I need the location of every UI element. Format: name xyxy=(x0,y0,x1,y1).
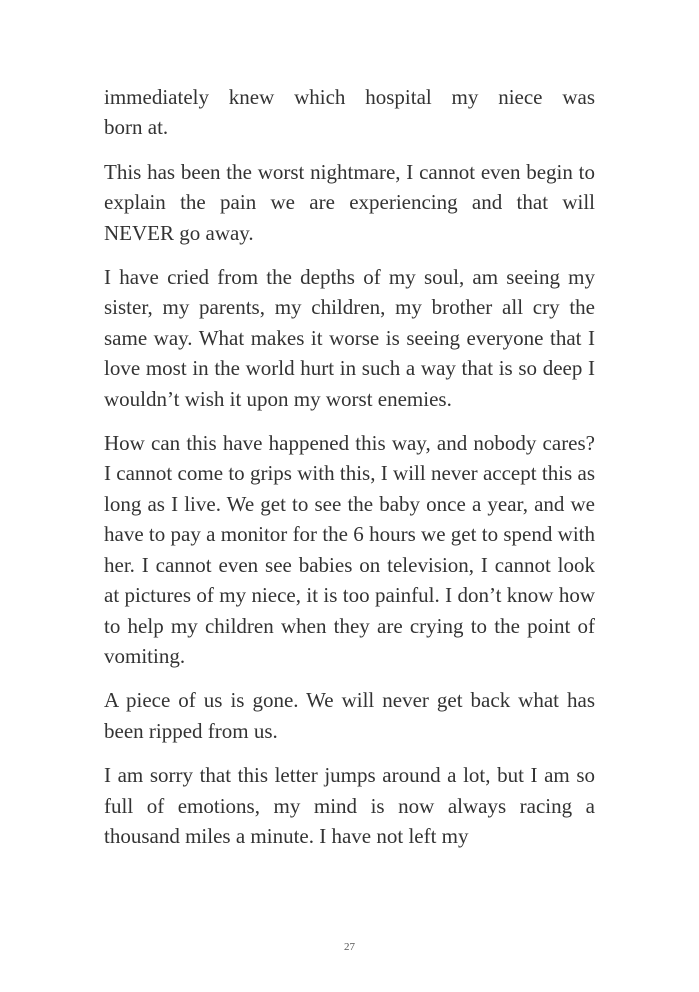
paragraph-piece-gone: A piece of us is gone. We will never get back what has been ripped from us. xyxy=(104,688,595,743)
paragraph-nightmare: This has been the worst nightmare, I cannot even begin to explain the pain we are experiencing and that will NEVER go away. xyxy=(104,159,595,245)
letter-body xyxy=(104,82,595,865)
paragraph-continued-end: born at. xyxy=(104,115,169,140)
page-number: 27 xyxy=(344,941,355,953)
paragraph-nobody-cares: How can this have happened this way, and nobody cares? I cannot come to grips with this, I will never accept this as long as I live. We get to see the baby once a year, and we have to pay a monitor for the 6 hours we get to spend with her. I cannot even see babies on television, I cannot look at pictures of my niece, it is too painful. I don’t know how to help my children when they are crying to the point of vomiting. xyxy=(104,431,595,668)
paragraph-sorry: I am sorry that this letter jumps around a lot, but I am so full of emotions, my mind is now always racing a thousand miles a minute. I have not left my xyxy=(104,763,595,848)
paragraph-continued-line: immediately knew which hospital my niece was xyxy=(104,85,595,109)
paragraph-cried: I have cried from the depths of my soul, am seeing my sister, my parents, my children, my brother all cry the same way. What makes it worse is seeing everyone that I love most in the world hurt in such a way that is so deep I wouldn’t wish it upon my worst enemies. xyxy=(104,265,595,411)
